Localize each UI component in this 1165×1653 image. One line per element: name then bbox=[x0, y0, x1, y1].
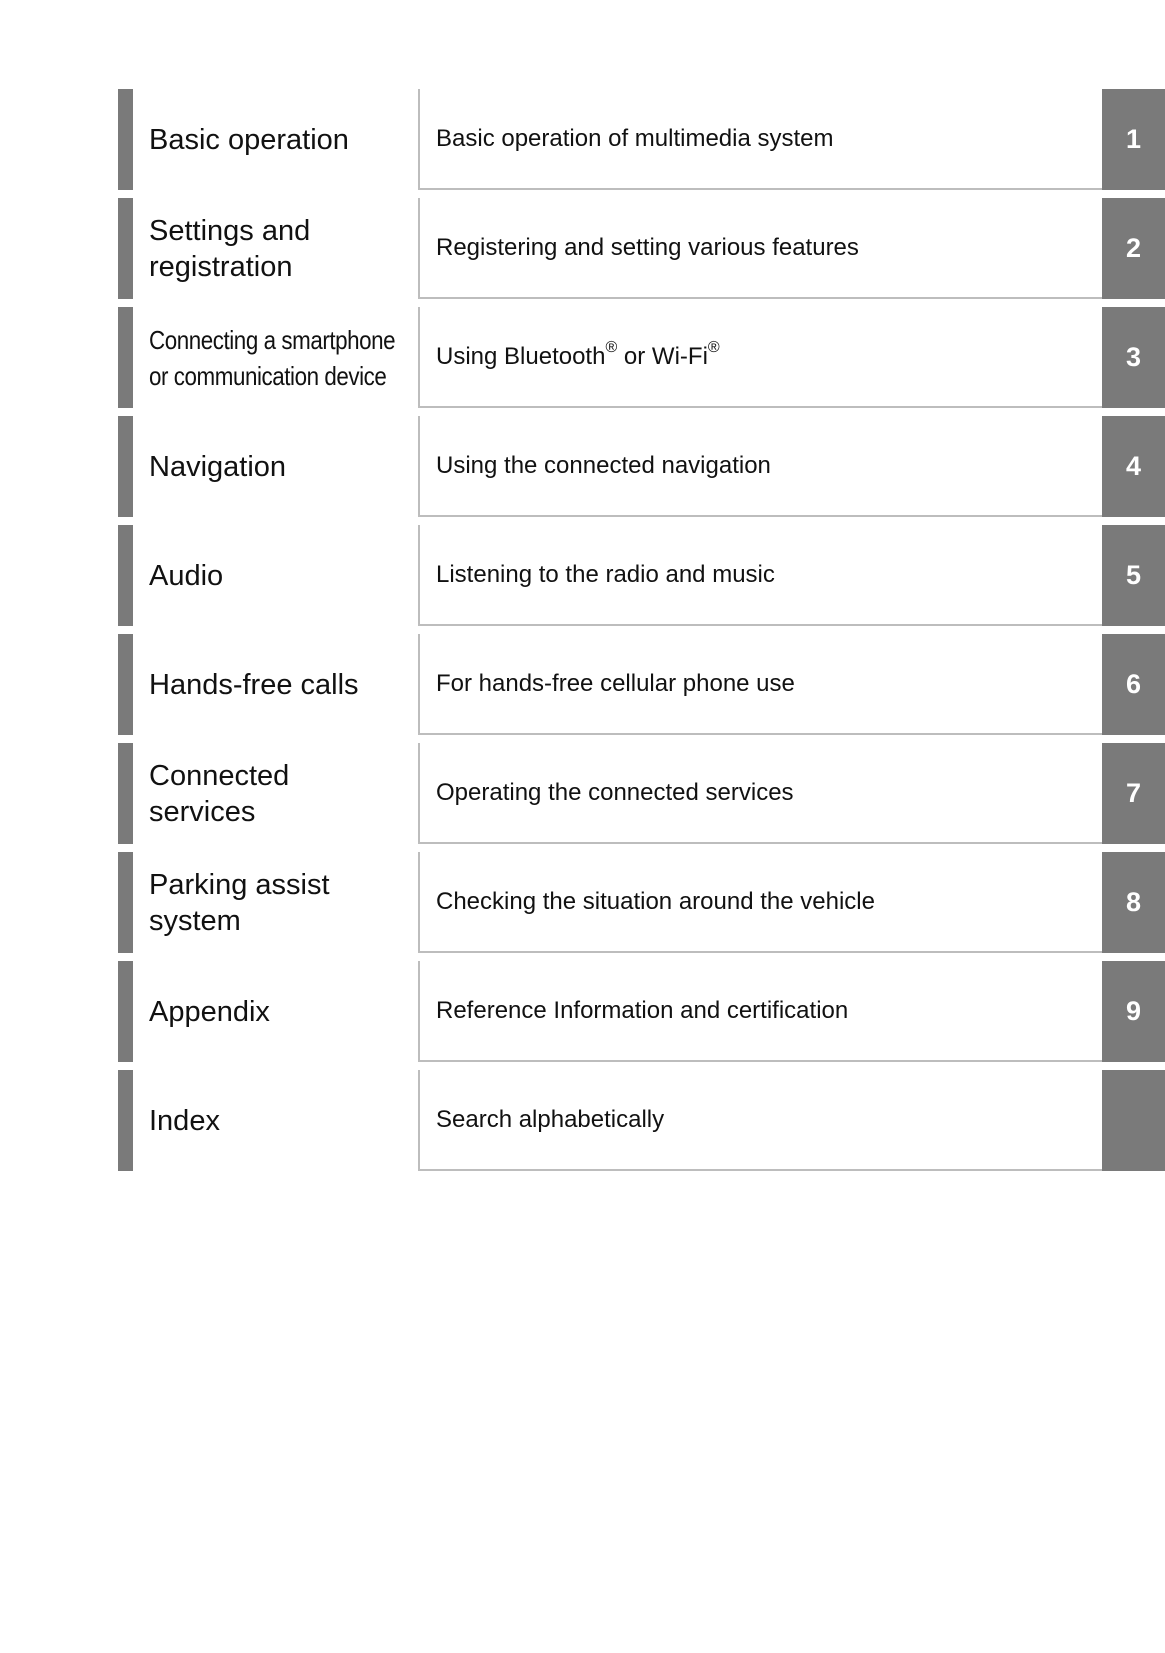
chapter-title: Navigation bbox=[149, 450, 287, 483]
chapter-description-box bbox=[418, 525, 1120, 626]
chapter-title: Settings and registration bbox=[149, 214, 311, 283]
chapter-tab[interactable]: 4 bbox=[1102, 416, 1165, 517]
chapter-description-box bbox=[418, 634, 1120, 735]
chapter-tab[interactable]: 8 bbox=[1102, 852, 1165, 953]
chapter-title: Audio bbox=[149, 559, 224, 592]
toc-row-hands-free-calls[interactable] bbox=[118, 634, 1165, 735]
chapter-tab[interactable]: 9 bbox=[1102, 961, 1165, 1062]
chapter-title: Connected services bbox=[149, 759, 290, 828]
chapter-title: Parking assist system bbox=[149, 868, 330, 937]
chapter-tab[interactable]: 7 bbox=[1102, 743, 1165, 844]
chapter-description: Listening to the radio and music bbox=[436, 560, 775, 588]
chapter-description: Using the connected navigation bbox=[436, 451, 771, 479]
chapter-description-box bbox=[418, 961, 1120, 1062]
toc-row-index[interactable] bbox=[118, 1070, 1165, 1171]
chapter-marker-bar bbox=[118, 525, 133, 626]
toc-row-navigation[interactable] bbox=[118, 416, 1165, 517]
chapter-title: Basic operation bbox=[149, 123, 349, 156]
chapter-title: Appendix bbox=[149, 995, 270, 1028]
chapter-tab[interactable] bbox=[1102, 1070, 1165, 1171]
toc-row-connecting-device[interactable] bbox=[118, 307, 1165, 408]
chapter-description-box bbox=[418, 307, 1120, 408]
chapter-marker-bar bbox=[118, 852, 133, 953]
chapter-marker-bar bbox=[118, 1070, 133, 1171]
registered-mark: ® bbox=[605, 338, 618, 356]
chapter-tab[interactable]: 1 bbox=[1102, 89, 1165, 190]
chapter-description-box bbox=[418, 89, 1120, 190]
chapter-marker-bar bbox=[118, 198, 133, 299]
chapter-title: Connecting a smartphone or communication device bbox=[149, 324, 396, 391]
chapter-tab[interactable]: 3 bbox=[1102, 307, 1165, 408]
chapter-description-box bbox=[418, 416, 1120, 517]
chapter-description: Search alphabetically bbox=[436, 1105, 665, 1133]
registered-mark: ® bbox=[707, 338, 720, 356]
chapter-marker-bar bbox=[118, 743, 133, 844]
chapter-marker-bar bbox=[118, 961, 133, 1062]
table-of-contents bbox=[118, 89, 1165, 1179]
toc-row-appendix[interactable] bbox=[118, 961, 1165, 1062]
chapter-description: Basic operation of multimedia system bbox=[436, 124, 834, 152]
chapter-title: Index bbox=[149, 1104, 220, 1137]
chapter-description: Operating the connected services bbox=[436, 778, 794, 806]
chapter-description-box bbox=[418, 852, 1120, 953]
chapter-title: Hands-free calls bbox=[149, 668, 359, 701]
chapter-marker-bar bbox=[118, 634, 133, 735]
description-part: or Wi-Fi bbox=[617, 342, 708, 370]
toc-row-connected-services[interactable] bbox=[118, 743, 1165, 844]
chapter-tab[interactable]: 6 bbox=[1102, 634, 1165, 735]
chapter-tab[interactable]: 2 bbox=[1102, 198, 1165, 299]
chapter-description: Checking the situation around the vehicle bbox=[436, 887, 875, 915]
toc-row-basic-operation[interactable] bbox=[118, 89, 1165, 190]
description-part: Using Bluetooth bbox=[436, 342, 606, 370]
chapter-description: For hands-free cellular phone use bbox=[436, 669, 795, 697]
chapter-description bbox=[436, 338, 720, 371]
toc-row-parking-assist[interactable] bbox=[118, 852, 1165, 953]
chapter-description-box bbox=[418, 198, 1120, 299]
chapter-description: Reference Information and certification bbox=[436, 996, 849, 1024]
toc-row-settings-registration[interactable] bbox=[118, 198, 1165, 299]
chapter-marker-bar bbox=[118, 416, 133, 517]
chapter-description-box bbox=[418, 743, 1120, 844]
chapter-description: Registering and setting various features bbox=[436, 233, 859, 261]
chapter-marker-bar bbox=[118, 89, 133, 190]
chapter-description-box bbox=[418, 1070, 1120, 1171]
chapter-tab[interactable]: 5 bbox=[1102, 525, 1165, 626]
chapter-marker-bar bbox=[118, 307, 133, 408]
toc-row-audio[interactable] bbox=[118, 525, 1165, 626]
